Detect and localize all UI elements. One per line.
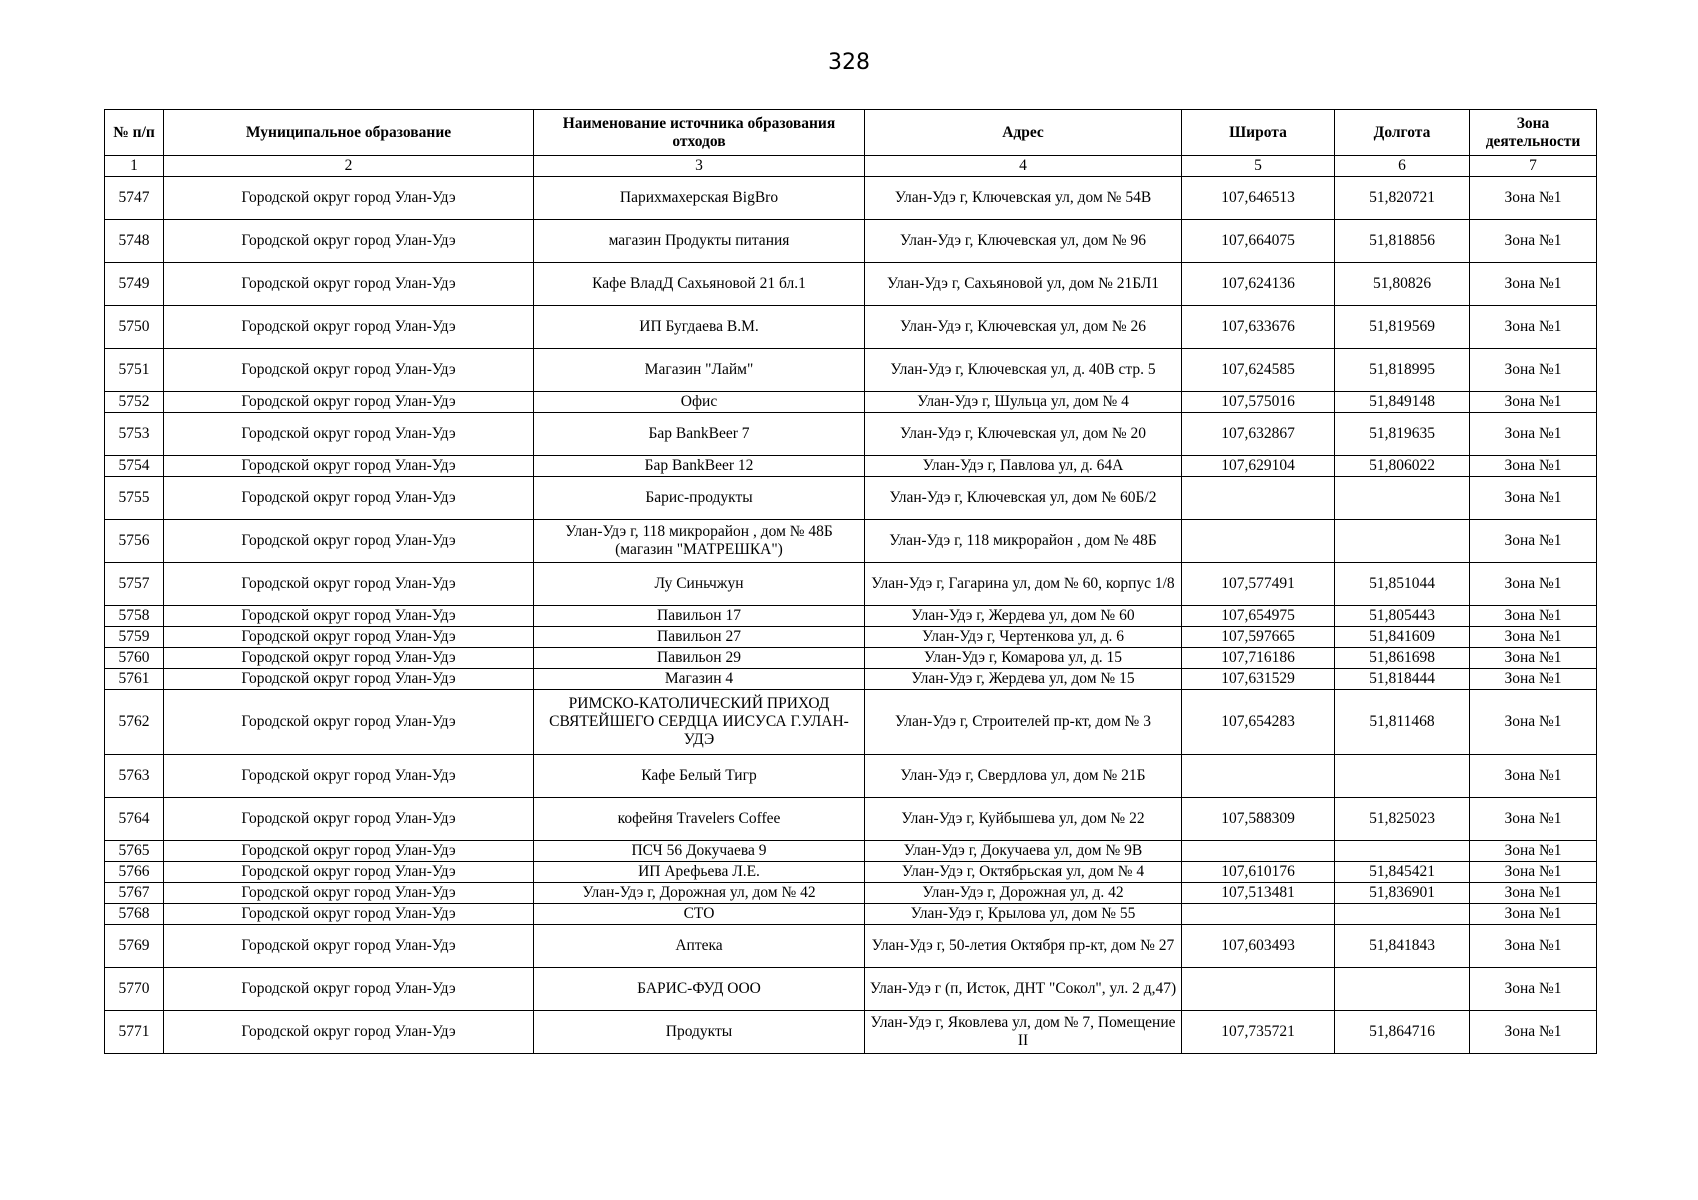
cell-zone: Зона №1 (1470, 627, 1597, 648)
cell-index: 5764 (105, 798, 164, 841)
cell-latitude: 107,716186 (1182, 648, 1335, 669)
cell-index: 5749 (105, 263, 164, 306)
column-number: 1 (105, 156, 164, 177)
cell-latitude: 107,513481 (1182, 883, 1335, 904)
table-row (105, 456, 1597, 477)
cell-latitude: 107,577491 (1182, 563, 1335, 606)
cell-latitude: 107,575016 (1182, 392, 1335, 413)
header-row (105, 110, 1597, 156)
cell-index: 5766 (105, 862, 164, 883)
cell-municipality: Городской округ город Улан-Удэ (164, 648, 534, 669)
cell-address: Улан-Удэ г, Ключевская ул, дом № 20 (865, 413, 1182, 456)
cell-zone: Зона №1 (1470, 798, 1597, 841)
cell-address: Улан-Удэ г, Ключевская ул, дом № 96 (865, 220, 1182, 263)
cell-source-name: кофейня Travelers Coffee (534, 798, 865, 841)
cell-latitude: 107,654975 (1182, 606, 1335, 627)
cell-latitude: 107,610176 (1182, 862, 1335, 883)
cell-municipality: Городской округ город Улан-Удэ (164, 177, 534, 220)
cell-zone: Зона №1 (1470, 755, 1597, 798)
cell-municipality: Городской округ город Улан-Удэ (164, 306, 534, 349)
table-row (105, 862, 1597, 883)
cell-address: Улан-Удэ г, Яковлева ул, дом № 7, Помещение II (865, 1011, 1182, 1054)
cell-longitude: 51,849148 (1335, 392, 1470, 413)
cell-longitude (1335, 755, 1470, 798)
cell-address: Улан-Удэ г, 50-летия Октября пр-кт, дом № 27 (865, 925, 1182, 968)
cell-index: 5760 (105, 648, 164, 669)
cell-municipality: Городской округ город Улан-Удэ (164, 883, 534, 904)
cell-address: Улан-Удэ г, 118 микрорайон , дом № 48Б (865, 520, 1182, 563)
cell-longitude: 51,806022 (1335, 456, 1470, 477)
cell-longitude: 51,80826 (1335, 263, 1470, 306)
cell-latitude (1182, 841, 1335, 862)
cell-zone: Зона №1 (1470, 925, 1597, 968)
cell-longitude (1335, 968, 1470, 1011)
column-number: 4 (865, 156, 1182, 177)
cell-address: Улан-Удэ г, Жердева ул, дом № 15 (865, 669, 1182, 690)
cell-source-name: ИП Бугдаева В.М. (534, 306, 865, 349)
cell-source-name: Офис (534, 392, 865, 413)
cell-longitude: 51,861698 (1335, 648, 1470, 669)
cell-longitude: 51,818444 (1335, 669, 1470, 690)
cell-source-name: Павильон 27 (534, 627, 865, 648)
cell-address: Улан-Удэ г, Крылова ул, дом № 55 (865, 904, 1182, 925)
cell-latitude: 107,646513 (1182, 177, 1335, 220)
cell-latitude: 107,633676 (1182, 306, 1335, 349)
cell-source-name: Парихмахерская BigBro (534, 177, 865, 220)
cell-address: Улан-Удэ г, Комарова ул, д. 15 (865, 648, 1182, 669)
cell-address: Улан-Удэ г, Гагарина ул, дом № 60, корпус 1/8 (865, 563, 1182, 606)
column-number-row (105, 156, 1597, 177)
table-row (105, 220, 1597, 263)
table-row (105, 883, 1597, 904)
cell-address: Улан-Удэ г, Куйбышева ул, дом № 22 (865, 798, 1182, 841)
cell-address: Улан-Удэ г, Октябрьская ул, дом № 4 (865, 862, 1182, 883)
cell-municipality: Городской округ город Улан-Удэ (164, 627, 534, 648)
cell-zone: Зона №1 (1470, 306, 1597, 349)
cell-municipality: Городской округ город Улан-Удэ (164, 563, 534, 606)
cell-latitude: 107,624585 (1182, 349, 1335, 392)
cell-source-name: Улан-Удэ г, 118 микрорайон , дом № 48Б (магазин "МАТРЕШКА") (534, 520, 865, 563)
cell-municipality: Городской округ город Улан-Удэ (164, 925, 534, 968)
cell-latitude: 107,629104 (1182, 456, 1335, 477)
cell-longitude: 51,820721 (1335, 177, 1470, 220)
table-row (105, 349, 1597, 392)
cell-source-name: Барис-продукты (534, 477, 865, 520)
column-number: 2 (164, 156, 534, 177)
cell-latitude (1182, 904, 1335, 925)
cell-source-name: Магазин 4 (534, 669, 865, 690)
cell-index: 5762 (105, 690, 164, 755)
waste-sources-table (104, 109, 1597, 1054)
cell-zone: Зона №1 (1470, 349, 1597, 392)
cell-zone: Зона №1 (1470, 177, 1597, 220)
cell-longitude (1335, 841, 1470, 862)
cell-index: 5750 (105, 306, 164, 349)
cell-zone: Зона №1 (1470, 220, 1597, 263)
cell-municipality: Городской округ город Улан-Удэ (164, 841, 534, 862)
cell-source-name: Кафе ВладД Сахьяновой 21 бл.1 (534, 263, 865, 306)
cell-zone: Зона №1 (1470, 413, 1597, 456)
cell-latitude (1182, 520, 1335, 563)
cell-address: Улан-Удэ г, Жердева ул, дом № 60 (865, 606, 1182, 627)
cell-municipality: Городской округ город Улан-Удэ (164, 1011, 534, 1054)
cell-source-name: Павильон 17 (534, 606, 865, 627)
cell-zone: Зона №1 (1470, 690, 1597, 755)
cell-municipality: Городской округ город Улан-Удэ (164, 904, 534, 925)
cell-latitude (1182, 477, 1335, 520)
cell-latitude: 107,735721 (1182, 1011, 1335, 1054)
cell-address: Улан-Удэ г, Чертенкова ул, д. 6 (865, 627, 1182, 648)
table-row (105, 606, 1597, 627)
table-row (105, 925, 1597, 968)
cell-index: 5768 (105, 904, 164, 925)
cell-zone: Зона №1 (1470, 648, 1597, 669)
cell-municipality: Городской округ город Улан-Удэ (164, 392, 534, 413)
table-row (105, 520, 1597, 563)
header-longitude: Долгота (1335, 110, 1470, 156)
cell-latitude: 107,603493 (1182, 925, 1335, 968)
cell-index: 5751 (105, 349, 164, 392)
cell-source-name: Бар BankBeer 7 (534, 413, 865, 456)
cell-longitude: 51,864716 (1335, 1011, 1470, 1054)
table-row (105, 904, 1597, 925)
cell-source-name: ПСЧ 56 Докучаева 9 (534, 841, 865, 862)
cell-index: 5771 (105, 1011, 164, 1054)
table-row (105, 627, 1597, 648)
cell-index: 5755 (105, 477, 164, 520)
cell-municipality: Городской округ город Улан-Удэ (164, 413, 534, 456)
cell-municipality: Городской округ город Улан-Удэ (164, 862, 534, 883)
cell-zone: Зона №1 (1470, 520, 1597, 563)
header-address: Адрес (865, 110, 1182, 156)
cell-zone: Зона №1 (1470, 392, 1597, 413)
cell-zone: Зона №1 (1470, 968, 1597, 1011)
cell-municipality: Городской округ город Улан-Удэ (164, 968, 534, 1011)
cell-address: Улан-Удэ г, Шульца ул, дом № 4 (865, 392, 1182, 413)
table-row (105, 1011, 1597, 1054)
cell-index: 5770 (105, 968, 164, 1011)
cell-longitude: 51,819635 (1335, 413, 1470, 456)
cell-zone: Зона №1 (1470, 841, 1597, 862)
cell-zone: Зона №1 (1470, 669, 1597, 690)
cell-address: Улан-Удэ г, Ключевская ул, дом № 54В (865, 177, 1182, 220)
cell-longitude: 51,851044 (1335, 563, 1470, 606)
cell-longitude: 51,818995 (1335, 349, 1470, 392)
cell-source-name: Магазин "Лайм" (534, 349, 865, 392)
table-row (105, 477, 1597, 520)
cell-index: 5747 (105, 177, 164, 220)
cell-address: Улан-Удэ г, Ключевская ул, дом № 60Б/2 (865, 477, 1182, 520)
cell-longitude: 51,819569 (1335, 306, 1470, 349)
cell-municipality: Городской округ город Улан-Удэ (164, 263, 534, 306)
cell-municipality: Городской округ город Улан-Удэ (164, 220, 534, 263)
cell-latitude: 107,624136 (1182, 263, 1335, 306)
cell-municipality: Городской округ город Улан-Удэ (164, 456, 534, 477)
cell-longitude (1335, 520, 1470, 563)
cell-longitude: 51,841609 (1335, 627, 1470, 648)
cell-longitude: 51,805443 (1335, 606, 1470, 627)
table-row (105, 563, 1597, 606)
cell-longitude (1335, 904, 1470, 925)
cell-zone: Зона №1 (1470, 477, 1597, 520)
cell-latitude: 107,631529 (1182, 669, 1335, 690)
cell-address: Улан-Удэ г, Строителей пр-кт, дом № 3 (865, 690, 1182, 755)
column-number: 6 (1335, 156, 1470, 177)
cell-zone: Зона №1 (1470, 606, 1597, 627)
cell-latitude: 107,632867 (1182, 413, 1335, 456)
column-number: 7 (1470, 156, 1597, 177)
cell-latitude (1182, 755, 1335, 798)
cell-source-name: РИМСКО-КАТОЛИЧЕСКИЙ ПРИХОД СВЯТЕЙШЕГО СЕРДЦА ИИСУСА Г.УЛАН-УДЭ (534, 690, 865, 755)
cell-latitude: 107,588309 (1182, 798, 1335, 841)
cell-index: 5757 (105, 563, 164, 606)
cell-address: Улан-Удэ г, Сахьяновой ул, дом № 21БЛ1 (865, 263, 1182, 306)
cell-longitude: 51,836901 (1335, 883, 1470, 904)
cell-latitude: 107,654283 (1182, 690, 1335, 755)
header-index: № п/п (105, 110, 164, 156)
table-row (105, 968, 1597, 1011)
column-number: 5 (1182, 156, 1335, 177)
cell-address: Улан-Удэ г, Докучаева ул, дом № 9В (865, 841, 1182, 862)
cell-latitude (1182, 968, 1335, 1011)
cell-municipality: Городской округ город Улан-Удэ (164, 798, 534, 841)
cell-zone: Зона №1 (1470, 883, 1597, 904)
cell-source-name: Аптека (534, 925, 865, 968)
cell-zone: Зона №1 (1470, 904, 1597, 925)
cell-source-name: ИП Арефьева Л.Е. (534, 862, 865, 883)
table-row (105, 263, 1597, 306)
cell-zone: Зона №1 (1470, 1011, 1597, 1054)
table-row (105, 306, 1597, 349)
header-source-name: Наименование источника образования отходов (534, 110, 865, 156)
cell-index: 5754 (105, 456, 164, 477)
cell-zone: Зона №1 (1470, 862, 1597, 883)
cell-longitude: 51,841843 (1335, 925, 1470, 968)
cell-municipality: Городской округ город Улан-Удэ (164, 755, 534, 798)
cell-address: Улан-Удэ г, Ключевская ул, дом № 26 (865, 306, 1182, 349)
cell-index: 5763 (105, 755, 164, 798)
cell-source-name: БАРИС-ФУД ООО (534, 968, 865, 1011)
cell-address: Улан-Удэ г, Ключевская ул, д. 40В стр. 5 (865, 349, 1182, 392)
cell-source-name: СТО (534, 904, 865, 925)
header-municipality: Муниципальное образование (164, 110, 534, 156)
cell-address: Улан-Удэ г, Дорожная ул, д. 42 (865, 883, 1182, 904)
table-row (105, 669, 1597, 690)
table-row (105, 413, 1597, 456)
cell-index: 5758 (105, 606, 164, 627)
cell-source-name: Павильон 29 (534, 648, 865, 669)
cell-zone: Зона №1 (1470, 456, 1597, 477)
cell-source-name: Лу Синьчжун (534, 563, 865, 606)
cell-index: 5748 (105, 220, 164, 263)
cell-municipality: Городской округ город Улан-Удэ (164, 477, 534, 520)
cell-zone: Зона №1 (1470, 263, 1597, 306)
cell-latitude: 107,664075 (1182, 220, 1335, 263)
cell-index: 5759 (105, 627, 164, 648)
cell-longitude: 51,811468 (1335, 690, 1470, 755)
cell-municipality: Городской округ город Улан-Удэ (164, 690, 534, 755)
table-row (105, 392, 1597, 413)
column-number: 3 (534, 156, 865, 177)
cell-longitude: 51,845421 (1335, 862, 1470, 883)
table-row (105, 755, 1597, 798)
table-row (105, 690, 1597, 755)
cell-municipality: Городской округ город Улан-Удэ (164, 669, 534, 690)
cell-source-name: Кафе Белый Тигр (534, 755, 865, 798)
cell-index: 5761 (105, 669, 164, 690)
cell-source-name: Продукты (534, 1011, 865, 1054)
cell-address: Улан-Удэ г (п, Исток, ДНТ "Сокол", ул. 2 д,47) (865, 968, 1182, 1011)
cell-index: 5756 (105, 520, 164, 563)
cell-index: 5767 (105, 883, 164, 904)
cell-municipality: Городской округ город Улан-Удэ (164, 349, 534, 392)
header-latitude: Широта (1182, 110, 1335, 156)
cell-index: 5753 (105, 413, 164, 456)
cell-longitude: 51,825023 (1335, 798, 1470, 841)
page-number: 328 (828, 50, 870, 75)
table-row (105, 648, 1597, 669)
cell-address: Улан-Удэ г, Павлова ул, д. 64А (865, 456, 1182, 477)
cell-municipality: Городской округ город Улан-Удэ (164, 606, 534, 627)
cell-address: Улан-Удэ г, Свердлова ул, дом № 21Б (865, 755, 1182, 798)
cell-index: 5752 (105, 392, 164, 413)
table-row (105, 177, 1597, 220)
cell-latitude: 107,597665 (1182, 627, 1335, 648)
cell-index: 5765 (105, 841, 164, 862)
cell-source-name: Улан-Удэ г, Дорожная ул, дом № 42 (534, 883, 865, 904)
cell-index: 5769 (105, 925, 164, 968)
table-row (105, 841, 1597, 862)
cell-longitude (1335, 477, 1470, 520)
cell-longitude: 51,818856 (1335, 220, 1470, 263)
header-zone: Зона деятельности (1470, 110, 1597, 156)
cell-source-name: магазин Продукты питания (534, 220, 865, 263)
cell-zone: Зона №1 (1470, 563, 1597, 606)
cell-source-name: Бар BankBeer 12 (534, 456, 865, 477)
table-row (105, 798, 1597, 841)
cell-municipality: Городской округ город Улан-Удэ (164, 520, 534, 563)
